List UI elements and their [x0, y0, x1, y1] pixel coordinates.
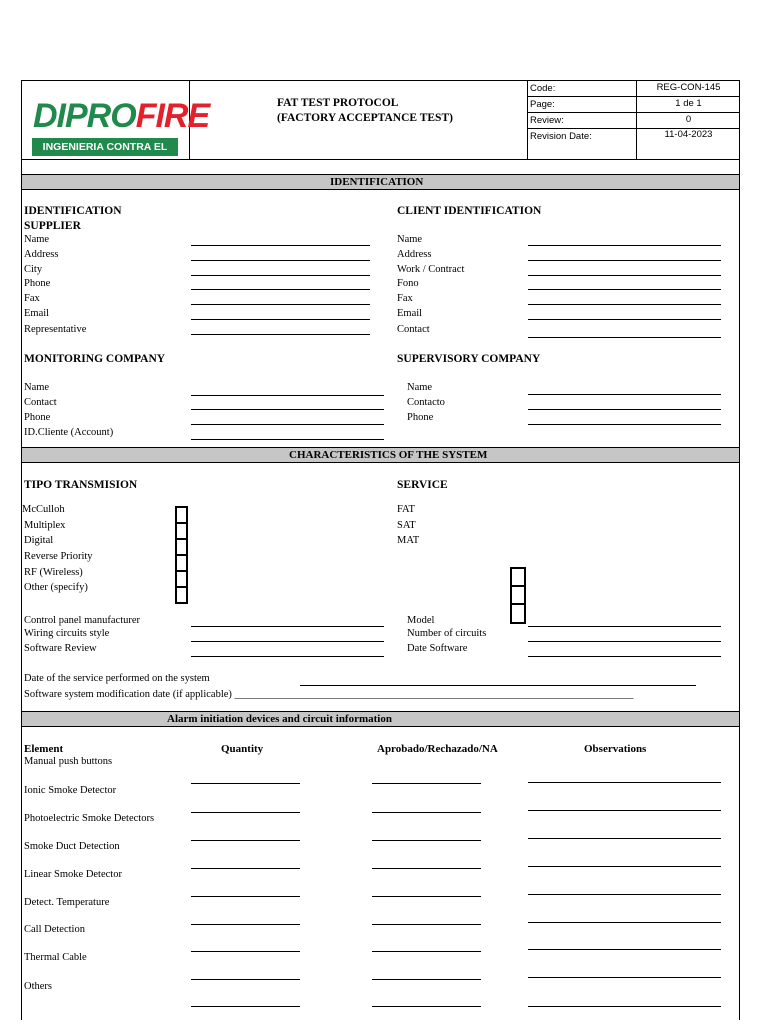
service-option-fat: FAT	[397, 504, 415, 515]
service-heading: SERVICE	[397, 479, 448, 491]
alarm-observations-field[interactable]	[528, 922, 721, 923]
document-title: FAT TEST PROTOCOL	[277, 97, 399, 109]
supplier-name-field[interactable]	[191, 245, 370, 246]
alarm-row-label: Photoelectric Smoke Detectors	[24, 813, 155, 824]
meta-label-page: Page:	[530, 99, 555, 110]
alarm-quantity-field[interactable]	[191, 896, 300, 897]
transmission-option-reverse-priority: Reverse Priority	[24, 551, 93, 562]
company-logo: DIPROFIRE	[33, 97, 210, 135]
transmission-option-mcculloh: McCulloh	[22, 504, 65, 515]
monitoring-contact-field[interactable]	[191, 409, 384, 410]
checkbox-sat[interactable]	[510, 585, 526, 605]
alarm-observations-field[interactable]	[528, 894, 721, 895]
client-address-label: Address	[397, 249, 432, 260]
header-bottom-line	[21, 159, 740, 160]
column-header-observations: Observations	[584, 743, 647, 755]
supervisory-phone-field[interactable]	[528, 424, 721, 425]
meta-row-divider	[527, 96, 740, 97]
monitoring-contact-label: Contact	[24, 397, 57, 408]
model-label: Model	[407, 615, 435, 626]
checkbox-other[interactable]	[175, 586, 188, 604]
alarm-row-label: Call Detection	[24, 924, 85, 935]
client-name-label: Name	[397, 234, 423, 245]
client-fono-label: Fono	[397, 278, 419, 289]
panel-manufacturer-label: Control panel manufacturer	[24, 615, 141, 626]
client-work-contract-label: Work / Contract	[397, 264, 465, 275]
alarm-observations-field[interactable]	[528, 810, 721, 811]
alarm-row-label: Ionic Smoke Detector	[24, 785, 117, 796]
form-frame	[21, 80, 740, 1020]
monitoring-phone-label: Phone	[24, 412, 51, 423]
client-email-field[interactable]	[528, 319, 721, 320]
number-of-circuits-field[interactable]	[528, 641, 721, 642]
client-fax-label: Fax	[397, 293, 413, 304]
meta-label-code: Code:	[530, 83, 556, 94]
alarm-quantity-field[interactable]	[191, 812, 300, 813]
service-date-label: Date of the service performed on the system	[24, 673, 210, 684]
monitoring-name-label: Name	[24, 382, 50, 393]
transmission-option-multiplex: Multiplex	[24, 520, 66, 531]
alarm-quantity-field[interactable]	[191, 840, 300, 841]
alarm-status-field[interactable]	[372, 951, 481, 952]
client-email-label: Email	[397, 308, 423, 319]
date-software-field[interactable]	[528, 656, 721, 657]
logo-tagline: INGENIERIA CONTRA EL FUEGO	[32, 138, 178, 156]
meta-value-revision-date: 11-04-2023	[664, 129, 713, 140]
checkbox-mat[interactable]	[510, 603, 526, 624]
client-contact-label: Contact	[397, 324, 430, 335]
alarm-observations-field[interactable]	[528, 1006, 721, 1007]
identification-band: IDENTIFICATION	[22, 174, 739, 190]
document-subtitle: (FACTORY ACCEPTANCE TEST)	[277, 112, 453, 124]
alarm-quantity-field[interactable]	[191, 868, 300, 869]
supervisory-company-heading: SUPERVISORY COMPANY	[397, 353, 541, 365]
service-option-mat: MAT	[397, 535, 420, 546]
meta-value-code: REG-CON-145	[656, 82, 721, 93]
alarm-row-label: Detect. Temperature	[24, 897, 110, 908]
alarm-observations-field[interactable]	[528, 838, 721, 839]
alarm-quantity-field[interactable]	[191, 1006, 300, 1007]
alarm-row-label: Linear Smoke Detector	[24, 869, 122, 880]
wiring-circuits-style-field[interactable]	[191, 641, 384, 642]
supplier-city-label: City	[24, 264, 43, 275]
supplier-heading: SUPPLIER	[24, 220, 81, 232]
supplier-phone-label: Phone	[24, 278, 51, 289]
meta-label-review: Review:	[530, 115, 564, 126]
number-of-circuits-label: Number of circuits	[407, 628, 487, 639]
alarm-quantity-field[interactable]	[191, 979, 300, 980]
characteristics-band: CHARACTERISTICS OF THE SYSTEM	[22, 447, 739, 463]
supplier-address-label: Address	[24, 249, 59, 260]
wiring-circuits-style-label: Wiring circuits style	[24, 628, 110, 639]
alarm-observations-field[interactable]	[528, 782, 721, 783]
alarm-quantity-field[interactable]	[191, 924, 300, 925]
alarm-observations-field[interactable]	[528, 866, 721, 867]
supplier-fax-field[interactable]	[191, 304, 370, 305]
panel-manufacturer-field[interactable]	[191, 626, 384, 627]
supervisory-name-label: Name	[407, 382, 433, 393]
supplier-address-field[interactable]	[191, 260, 370, 261]
client-address-field[interactable]	[528, 260, 721, 261]
transmission-option-rf-wireless: RF (Wireless)	[24, 567, 83, 578]
software-modification-date-label: Software system modification date (if applicable) ____________________________________________________________________________	[24, 689, 634, 700]
column-header-status: Aprobado/Rechazado/NA	[377, 743, 498, 755]
software-review-field[interactable]	[191, 656, 384, 657]
identification-heading: IDENTIFICATION	[24, 205, 122, 217]
alarm-status-field[interactable]	[372, 812, 481, 813]
alarm-status-field[interactable]	[372, 1006, 481, 1007]
column-header-quantity: Quantity	[221, 743, 264, 755]
client-identification-heading: CLIENT IDENTIFICATION	[397, 205, 542, 217]
service-option-sat: SAT	[397, 520, 416, 531]
monitoring-account-label: ID.Cliente (Account)	[24, 427, 114, 438]
monitoring-company-heading: MONITORING COMPANY	[24, 353, 166, 365]
client-contact-field[interactable]	[528, 337, 721, 338]
checkbox-fat[interactable]	[510, 567, 526, 587]
meta-value-page: 1 de 1	[675, 98, 702, 109]
supervisory-contacto-field[interactable]	[528, 409, 721, 410]
alarm-row-label: Smoke Duct Detection	[24, 841, 120, 852]
alarm-quantity-field[interactable]	[191, 783, 300, 784]
monitoring-phone-field[interactable]	[191, 424, 384, 425]
alarm-devices-band: Alarm initiation devices and circuit information	[22, 711, 739, 727]
model-field[interactable]	[528, 626, 721, 627]
client-name-field[interactable]	[528, 245, 721, 246]
client-fono-field[interactable]	[528, 289, 721, 290]
meta-row-divider	[527, 112, 740, 113]
transmission-type-heading: TIPO TRANSMISION	[24, 479, 138, 491]
date-software-label: Date Software	[407, 643, 468, 654]
alarm-status-field[interactable]	[372, 896, 481, 897]
alarm-quantity-field[interactable]	[191, 951, 300, 952]
transmission-option-other: Other (specify)	[24, 582, 88, 593]
supplier-representative-label: Representative	[24, 324, 87, 335]
supplier-name-label: Name	[24, 234, 50, 245]
alarm-row-label: Others	[24, 981, 52, 992]
alarm-status-field[interactable]	[372, 868, 481, 869]
monitoring-name-field[interactable]	[191, 395, 384, 396]
client-fax-field[interactable]	[528, 304, 721, 305]
transmission-option-digital: Digital	[24, 535, 54, 546]
column-header-element: Element	[24, 743, 64, 755]
alarm-observations-field[interactable]	[528, 977, 721, 978]
supplier-email-field[interactable]	[191, 319, 370, 320]
header-divider	[527, 80, 528, 159]
meta-label-revision-date: Revision Date:	[530, 131, 592, 142]
client-work-contract-field[interactable]	[528, 275, 721, 276]
alarm-status-field[interactable]	[372, 783, 481, 784]
supplier-phone-field[interactable]	[191, 289, 370, 290]
alarm-row-label: Thermal Cable	[24, 952, 87, 963]
alarm-row-label: Manual push buttons	[24, 756, 113, 767]
supervisory-phone-label: Phone	[407, 412, 434, 423]
meta-value-review: 0	[685, 114, 692, 125]
software-review-label: Software Review	[24, 643, 97, 654]
supplier-fax-label: Fax	[24, 293, 40, 304]
alarm-status-field[interactable]	[372, 979, 481, 980]
alarm-observations-field[interactable]	[528, 949, 721, 950]
supervisory-name-field[interactable]	[528, 394, 721, 395]
service-date-field[interactable]	[300, 685, 696, 686]
monitoring-account-field[interactable]	[191, 439, 384, 440]
supplier-representative-field[interactable]	[191, 334, 370, 335]
supervisory-contacto-label: Contacto	[407, 397, 445, 408]
alarm-status-field[interactable]	[372, 840, 481, 841]
supplier-city-field[interactable]	[191, 275, 370, 276]
alarm-status-field[interactable]	[372, 924, 481, 925]
supplier-email-label: Email	[24, 308, 50, 319]
